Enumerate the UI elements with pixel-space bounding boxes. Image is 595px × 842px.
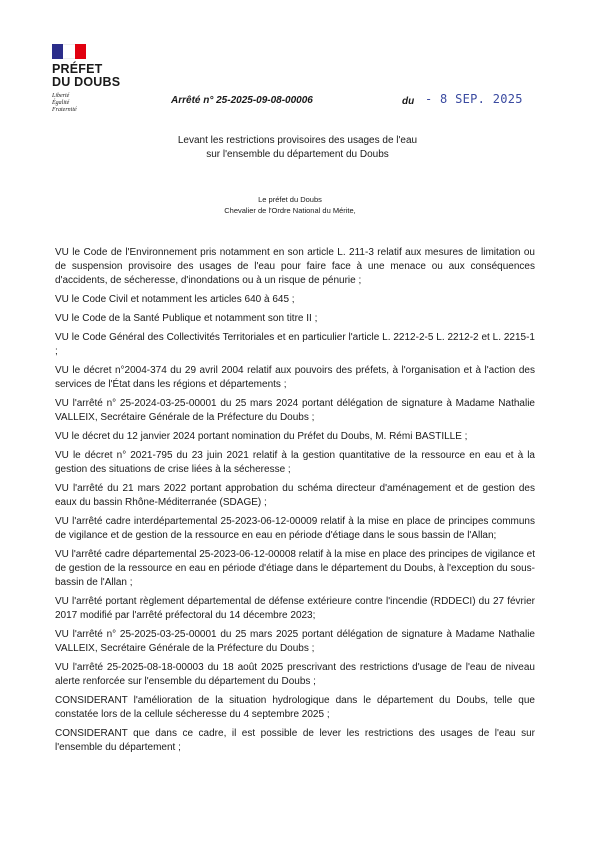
clause-paragraph: VU l'arrêté n° 25-2024-03-25-00001 du 25 mars 2024 portant délégation de signature à Madame Nathalie VALLEIX, Secrétaire Générale de la Préfecture du Doubs ; [55, 398, 535, 423]
marianne-flag-icon [52, 44, 86, 59]
arrete-subject: Levant les restrictions provisoires des usages de l'eau sur l'ensemble du département du Doubs [177, 135, 418, 160]
prefet-title: PRÉFET DU DOUBS [52, 62, 121, 89]
clause-paragraph: VU l'arrêté du 21 mars 2022 portant approbation du schéma directeur d'aménagement et de gestion des eaux du bassin Rhône-Méditerranée (SDAGE) ; [55, 483, 535, 508]
date-stamp: - 8 SEP. 2025 [425, 92, 523, 106]
clause-paragraph: VU le décret du 12 janvier 2024 portant nomination du Préfet du Doubs, M. Rémi BASTILLE ; [55, 431, 468, 442]
authority-block: Le préfet du Doubs Chevalier de l'Ordre National du Mérite, [224, 195, 356, 215]
clause-paragraph: VU l'arrêté portant règlement départemental de défense extérieure contre l'incendie (RDDECI) du 27 février 2017 modifié par l'arrêté préfectoral du 14 décembre 2023; [55, 596, 535, 621]
prefecture-logo [52, 44, 132, 114]
arrete-reference: Arrêté n° 25-2025-09-08-00006 [171, 95, 313, 106]
clause-paragraph: VU l'arrêté cadre interdépartemental 25-2023-06-12-00009 relatif à la mise en place de principes communs de vigilance et de gestion de la ressource en eau en période d'étiage dans le sous bassin de l'Allan; [55, 516, 535, 541]
clause-paragraph: CONSIDERANT l'amélioration de la situation hydrologique dans le département du Doubs, telle que constatée lors de la cellule sécheresse du 4 septembre 2025 ; [55, 695, 535, 720]
clause-paragraph: VU le Code de la Santé Publique et notamment son titre II ; [55, 313, 318, 324]
clause-paragraph: VU le Code de l'Environnement pris notamment en son article L. 211-3 relatif aux mesures de limitation ou de suspension provisoire des usages de l'eau pour faire face à une menace ou aux conséquences d'accidents, de sécheresse, d'inondations ou à un risque de pénurie ; [55, 247, 535, 286]
du-label: du [402, 96, 415, 107]
clause-paragraph: VU l'arrêté cadre départemental 25-2023-06-12-00008 relatif à la mise en place des principes de vigilance et de gestion de la ressource en eau en période d'étiage dans le département du Doubs, à l'exception du sous-bassin de l'Allan ; [55, 549, 535, 588]
clause-paragraph: VU le Code Général des Collectivités Territoriales et en particulier l'article L. 2212-2-5 L. 2212-2 et L. 2215-1 ; [55, 332, 535, 357]
clause-paragraph: VU l'arrêté n° 25-2025-03-25-00001 du 25 mars 2025 portant délégation de signature à Madame Nathalie VALLEIX, Secrétaire Générale de la Préfecture du Doubs ; [55, 629, 535, 654]
clause-paragraph: CONSIDERANT que dans ce cadre, il est possible de lever les restrictions des usages de l'eau sur l'ensemble du département ; [55, 728, 535, 753]
clause-paragraph: VU l'arrêté 25-2025-08-18-00003 du 18 août 2025 prescrivant des restrictions d'usage de l'eau de niveau alerte renforcée sur l'ensemble du département du Doubs ; [55, 662, 535, 687]
clause-paragraph: VU le décret n° 2021-795 du 23 juin 2021 relatif à la gestion quantitative de la ressource en eau et à la gestion des situations de crise liées à la sécheresse ; [55, 450, 535, 475]
republic-motto: Liberté Égalité Fraternité [52, 93, 77, 113]
clause-paragraph: VU le Code Civil et notamment les articles 640 à 645 ; [55, 294, 295, 305]
clauses-list [55, 246, 535, 760]
clause-paragraph: VU le décret n°2004-374 du 29 avril 2004 relatif aux pouvoirs des préfets, à l'organisation et à l'action des services de l'État dans les régions et départements ; [55, 365, 535, 390]
